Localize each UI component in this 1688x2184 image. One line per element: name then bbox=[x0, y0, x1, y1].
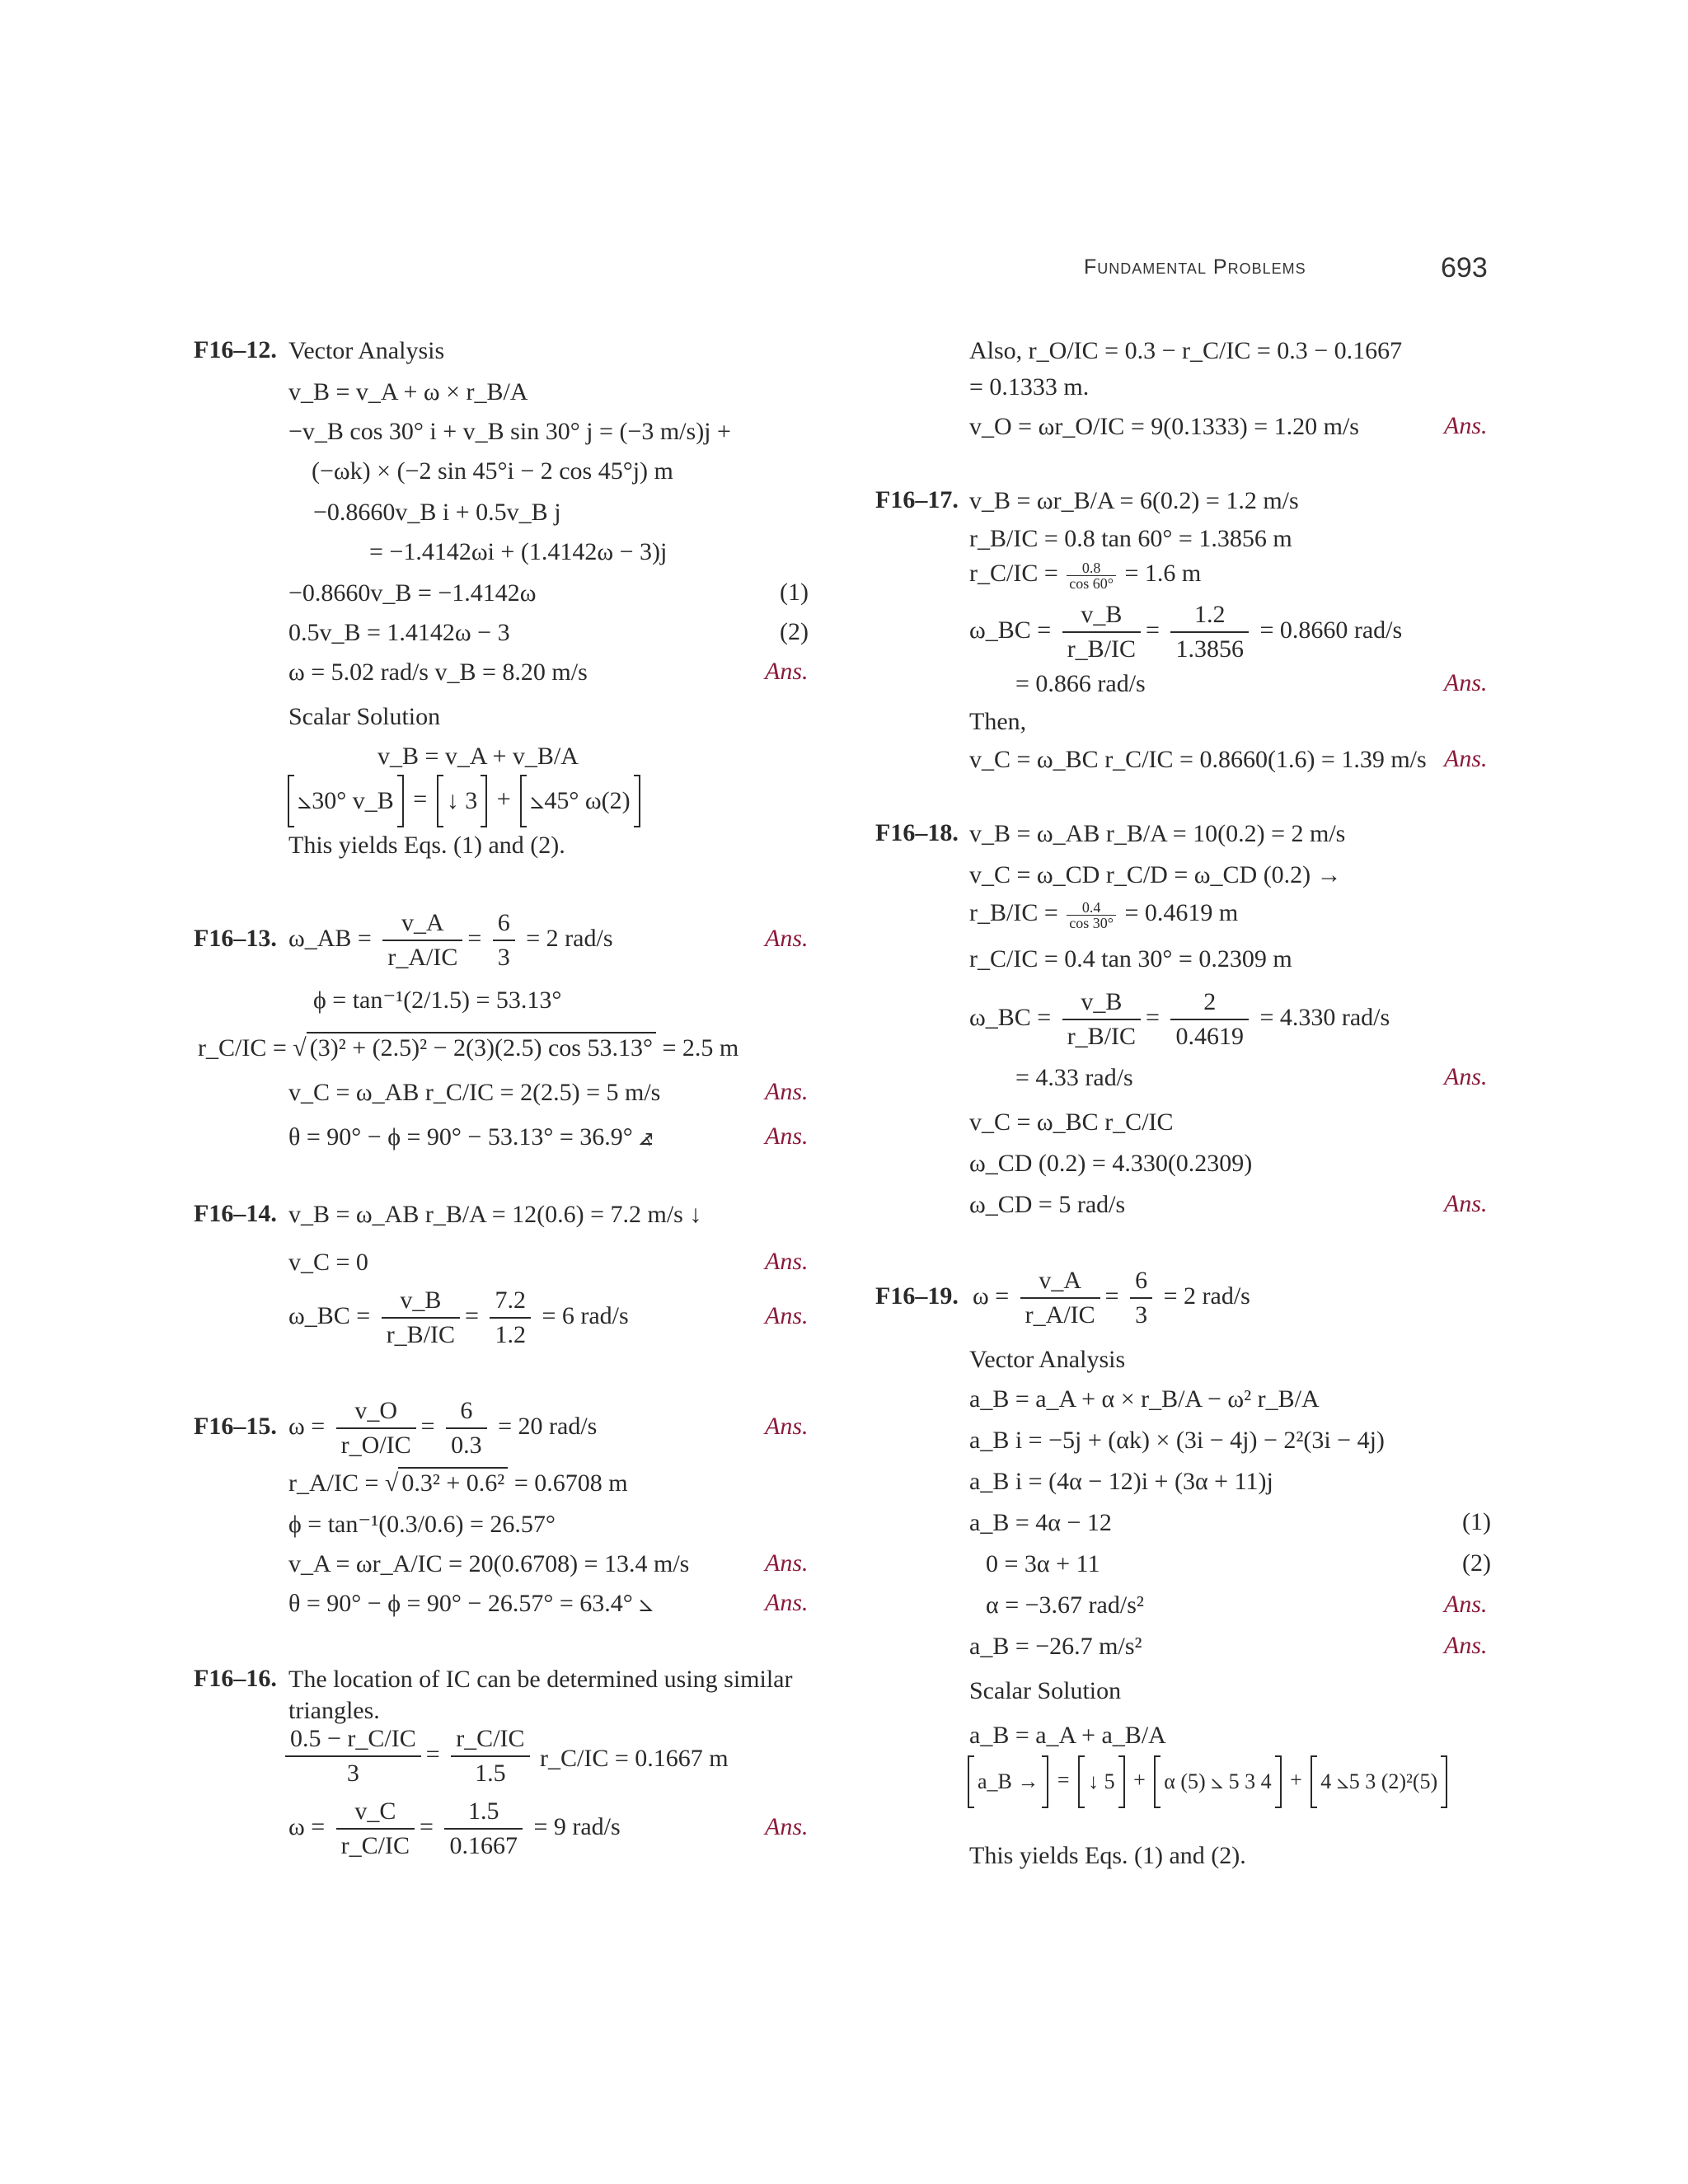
f16-prop1-num: 0.5 − r_C/IC bbox=[285, 1722, 421, 1757]
f17-frac-num: v_B bbox=[1062, 598, 1141, 633]
f14-frac-num: v_B bbox=[382, 1284, 460, 1319]
f17-rcic bbox=[969, 559, 1201, 591]
f15-raic: r_A/IC = √ 0.3² + 0.6² = 0.6708 m bbox=[288, 1467, 628, 1498]
problem-label-f16-17: F16–17. bbox=[875, 486, 959, 513]
f18-rbic-den: cos 30° bbox=[1069, 914, 1114, 931]
f15-ans-marker-3: Ans. bbox=[765, 1589, 809, 1616]
f13-omega-eq: ω_AB = $\frac{v\_A}{r\_A/IC}$ = $\frac{6}{3}$ = 2 rad/s bbox=[288, 907, 613, 974]
f17-then: Then, bbox=[969, 708, 1027, 735]
f19-ans-marker-1: Ans. bbox=[1444, 1591, 1488, 1618]
f15-frac2-num: 6 bbox=[446, 1394, 487, 1429]
f16-omega-lhs: ω = bbox=[288, 1812, 326, 1840]
f12-eq2: −v_B cos 30° i + v_B sin 30° j = (−3 m/s)j + bbox=[288, 418, 731, 445]
f18-omega-result: = 4.330 rad/s bbox=[1259, 1003, 1390, 1031]
f19-ans-marker-2: Ans. bbox=[1444, 1632, 1488, 1659]
f15-ans-marker-1: Ans. bbox=[765, 1413, 809, 1440]
f19-frac-num: v_A bbox=[1020, 1264, 1100, 1299]
f13-rcic-lhs: r_C/IC = bbox=[198, 1034, 287, 1062]
f12-heading: Vector Analysis bbox=[288, 337, 445, 364]
f15-phi: ϕ = tan⁻¹(0.3/0.6) = 26.57° bbox=[288, 1511, 556, 1538]
f16-prop2-den: 1.5 bbox=[475, 1760, 506, 1787]
f16-also-2: = 0.1333 m. bbox=[969, 373, 1090, 401]
f14-omega-eq: ω_BC = $\frac{v\_B}{r\_B/IC}$ = $\frac{7.2}{1.2}$ = 6 rad/s bbox=[288, 1284, 629, 1352]
problem-label-f16-14: F16–14. bbox=[194, 1200, 277, 1227]
f18-rbic-lhs: r_B/IC = bbox=[969, 899, 1058, 926]
f19-omega-result: = 2 rad/s bbox=[1163, 1282, 1250, 1310]
f18-vc2: v_C = ω_BC r_C/IC bbox=[969, 1108, 1174, 1136]
f18-wcd-1: ω_CD (0.2) = 4.330(0.2309) bbox=[969, 1150, 1253, 1177]
f16-ans-marker-1: Ans. bbox=[765, 1813, 809, 1840]
f19-eq1: a_B = a_A + α × r_B/A − ω² r_B/A bbox=[969, 1385, 1320, 1413]
f15-frac-num: v_O bbox=[336, 1394, 416, 1429]
f16-frac-den: r_C/IC bbox=[340, 1832, 410, 1859]
f16-frac2-num: 1.5 bbox=[444, 1795, 523, 1830]
f17-rcic-den: cos 60° bbox=[1069, 574, 1114, 592]
f15-frac-den: r_O/IC bbox=[340, 1432, 411, 1459]
f18-frac2-den: 0.4619 bbox=[1175, 1023, 1244, 1050]
f13-ans-marker-1: Ans. bbox=[765, 925, 809, 952]
f18-rbic-result: = 0.4619 m bbox=[1124, 899, 1239, 926]
f14-frac2-num: 7.2 bbox=[490, 1284, 531, 1319]
f16-omega-eq: ω = $\frac{v\_C}{r\_C/IC}$ = $\frac{1.5}{0.1667}$ = 9 rad/s bbox=[288, 1795, 621, 1863]
f13-rcic: r_C/IC = √ (3)² + (2.5)² − 2(3)(2.5) cos 53.13° = 2.5 m bbox=[198, 1032, 738, 1063]
f15-omega-lhs: ω = bbox=[288, 1412, 326, 1440]
f15-omega-result: = 20 rad/s bbox=[498, 1412, 598, 1440]
f13-phi: ϕ = tan⁻¹(2/1.5) = 53.13° bbox=[313, 987, 562, 1014]
f15-omega-eq: ω = $\frac{v\_O}{r\_O/IC}$ = $\frac{6}{0.3}$ = 20 rad/s bbox=[288, 1394, 597, 1462]
f16-proportion: $\frac{0.5 - r\_C/IC}{3}$ = $\frac{r\_C/IC}{1.5}$ bbox=[280, 1722, 535, 1790]
f15-raic-radicand: 0.3² + 0.6² bbox=[398, 1467, 508, 1498]
f13-omega-lhs: ω_AB = bbox=[288, 924, 372, 952]
f19-scalar-heading: Scalar Solution bbox=[969, 1677, 1122, 1704]
f16-frac-num: v_C bbox=[336, 1795, 415, 1830]
f19-eq5: 0 = 3α + 11 bbox=[986, 1550, 1100, 1577]
f19-eq7: a_B = −26.7 m/s² bbox=[969, 1633, 1142, 1660]
f15-ans-marker-2: Ans. bbox=[765, 1549, 809, 1577]
f18-frac-den: r_B/IC bbox=[1067, 1023, 1137, 1050]
f13-ans-marker-3: Ans. bbox=[765, 1122, 809, 1150]
f16-prop1-den: 3 bbox=[346, 1760, 359, 1787]
f12-eq6: −0.8660v_B = −1.4142ω bbox=[288, 579, 537, 607]
f16-vo: v_O = ωr_O/IC = 9(0.1333) = 1.20 m/s bbox=[969, 413, 1359, 440]
f14-frac-den: r_B/IC bbox=[386, 1321, 456, 1348]
f14-ans-marker-2: Ans. bbox=[765, 1302, 809, 1329]
f19-eq2: a_B i = −5j + (αk) × (3i − 4j) − 2²(3i − 4j) bbox=[969, 1427, 1385, 1454]
f12-yields: This yields Eqs. (1) and (2). bbox=[288, 832, 565, 859]
f17-rcic-lhs: r_C/IC = bbox=[969, 560, 1058, 587]
f12-eq3: (−ωk) × (−2 sin 45°i − 2 cos 45°j) m bbox=[312, 457, 673, 485]
f13-frac-num: v_A bbox=[382, 907, 462, 941]
f14-vc: v_C = 0 bbox=[288, 1249, 368, 1276]
f18-vb: v_B = ω_AB r_B/A = 10(0.2) = 2 m/s bbox=[969, 820, 1346, 847]
f12-eq5: = −1.4142ωi + (1.4142ω − 3)j bbox=[369, 538, 668, 565]
f16-frac2-den: 0.1667 bbox=[449, 1832, 518, 1859]
f13-rcic-result: = 2.5 m bbox=[662, 1034, 739, 1062]
f13-omega-result: = 2 rad/s bbox=[526, 924, 613, 952]
f19-bracket-eq: a_B → = ↓ 5 + α (5) ⦣ 5 3 4 + 4 ⦣5 3 (2)²(5) bbox=[964, 1755, 1451, 1808]
f16-text-2: triangles. bbox=[288, 1697, 380, 1724]
f18-omega-2: = 4.33 rad/s bbox=[1015, 1064, 1133, 1091]
f19-bracket-2: ↓ 5 bbox=[1078, 1755, 1125, 1808]
f15-raic-lhs: r_A/IC = bbox=[288, 1469, 379, 1497]
f15-raic-result: = 0.6708 m bbox=[513, 1469, 628, 1497]
f19-eq-number-2: (2) bbox=[1462, 1549, 1491, 1577]
f17-frac-den: r_B/IC bbox=[1067, 635, 1137, 663]
f16-rcic: r_C/IC = 0.1667 m bbox=[540, 1745, 729, 1772]
f18-frac2-num: 2 bbox=[1170, 986, 1249, 1020]
f12-eq8: ω = 5.02 rad/s v_B = 8.20 m/s bbox=[288, 658, 588, 686]
f19-eq3: a_B i = (4α − 12)i + (3α + 11)j bbox=[969, 1468, 1273, 1495]
f13-vc: v_C = ω_AB r_C/IC = 2(2.5) = 5 m/s bbox=[288, 1079, 661, 1106]
f15-theta: θ = 90° − ϕ = 90° − 26.57° = 63.4° ⦣ bbox=[288, 1590, 654, 1617]
problem-label-f16-19: F16–19. bbox=[875, 1282, 959, 1310]
f17-rbic: r_B/IC = 0.8 tan 60° = 1.3856 m bbox=[969, 525, 1292, 552]
f12-bracket-2: ↓ 3 bbox=[437, 775, 488, 827]
f12-scalar-heading: Scalar Solution bbox=[288, 703, 441, 730]
f19-eq4: a_B = 4α − 12 bbox=[969, 1509, 1112, 1536]
f12-eq7: 0.5v_B = 1.4142ω − 3 bbox=[288, 619, 510, 646]
f19-frac2-num: 6 bbox=[1130, 1264, 1152, 1299]
f19-omega-lhs: ω = bbox=[973, 1282, 1010, 1310]
f14-omega-lhs: ω_BC = bbox=[288, 1301, 371, 1329]
f18-ans-marker-1: Ans. bbox=[1444, 1063, 1488, 1090]
f14-frac2-den: 1.2 bbox=[495, 1321, 526, 1348]
f19-bracket-1: a_B → bbox=[968, 1755, 1048, 1808]
f18-frac-num: v_B bbox=[1062, 986, 1141, 1020]
f13-frac2-num: 6 bbox=[493, 907, 515, 941]
f19-heading: Vector Analysis bbox=[969, 1346, 1126, 1373]
f13-frac2-den: 3 bbox=[497, 944, 510, 971]
f12-eq4: −0.8660v_B i + 0.5v_B j bbox=[313, 499, 561, 526]
f16-text-1: The location of IC can be determined using similar bbox=[288, 1666, 793, 1693]
f19-bracket-3: α (5) ⦣ 5 3 4 bbox=[1154, 1755, 1281, 1808]
page-number: 693 bbox=[1441, 252, 1488, 284]
f16-also-1: Also, r_O/IC = 0.3 − r_C/IC = 0.3 − 0.1667 bbox=[969, 337, 1403, 364]
f19-frac-den: r_A/IC bbox=[1025, 1301, 1095, 1329]
f12-bracket-eq: ⦣30° v_B = ↓ 3 + ⦣45° ω(2) bbox=[284, 775, 644, 827]
f13-rcic-radicand: (3)² + (2.5)² − 2(3)(2.5) cos 53.13° bbox=[307, 1032, 656, 1063]
f17-vc: v_C = ω_BC r_C/IC = 0.8660(1.6) = 1.39 m/s bbox=[969, 746, 1427, 773]
f17-frac2-den: 1.3856 bbox=[1175, 635, 1244, 663]
f12-eq-number-2: (2) bbox=[780, 618, 809, 645]
f19-frac2-den: 3 bbox=[1135, 1301, 1148, 1329]
f14-omega-result: = 6 rad/s bbox=[542, 1301, 629, 1329]
f17-vb: v_B = ωr_B/A = 6(0.2) = 1.2 m/s bbox=[969, 487, 1299, 514]
problem-label-f16-18: F16–18. bbox=[875, 819, 959, 846]
f19-eq6: α = −3.67 rad/s² bbox=[986, 1591, 1144, 1619]
f19-eq-number-1: (1) bbox=[1462, 1508, 1491, 1535]
f14-vb: v_B = ω_AB r_B/A = 12(0.6) = 7.2 m/s ↓ bbox=[288, 1201, 702, 1228]
f17-omega-result: = 0.8660 rad/s bbox=[1259, 616, 1403, 644]
f19-omega-eq: ω = $\frac{v\_A}{r\_A/IC}$ = $\frac{6}{3}$ = 2 rad/s bbox=[973, 1264, 1250, 1332]
f18-omega-eq: ω_BC = $\frac{v\_B}{r\_B/IC}$ = $\frac{2}{0.4619}$ = 4.330 rad/s bbox=[969, 986, 1390, 1053]
problem-label-f16-13: F16–13. bbox=[194, 925, 277, 952]
f14-ans-marker-1: Ans. bbox=[765, 1248, 809, 1275]
f18-wcd-2: ω_CD = 5 rad/s bbox=[969, 1191, 1126, 1218]
f18-rbic-num: 0.4 bbox=[1067, 900, 1116, 916]
f15-va: v_A = ωr_A/IC = 20(0.6708) = 13.4 m/s bbox=[288, 1550, 690, 1577]
f17-ans-marker-2: Ans. bbox=[1444, 745, 1488, 772]
f18-ans-marker-2: Ans. bbox=[1444, 1190, 1488, 1217]
f18-vc: v_C = ω_CD r_C/D = ω_CD (0.2) → bbox=[969, 861, 1342, 888]
f19-eq8: a_B = a_A + a_B/A bbox=[969, 1722, 1166, 1749]
f18-rbic bbox=[969, 898, 1238, 930]
f17-omega-eq: ω_BC = $\frac{v\_B}{r\_B/IC}$ = $\frac{1.2}{1.3856}$ = 0.8660 rad/s bbox=[969, 598, 1402, 666]
f18-rcic: r_C/IC = 0.4 tan 30° = 0.2309 m bbox=[969, 945, 1292, 972]
running-header: Fundamental Problems bbox=[1084, 255, 1306, 279]
f19-yields: This yields Eqs. (1) and (2). bbox=[969, 1842, 1246, 1869]
f19-bracket-4: 4 ⦣5 3 (2)²(5) bbox=[1311, 1755, 1447, 1808]
f17-omega-lhs: ω_BC = bbox=[969, 616, 1052, 644]
f12-eq1: v_B = v_A + ω × r_B/A bbox=[288, 378, 528, 405]
f13-theta: θ = 90° − ϕ = 90° − 53.13° = 36.9° ⦨ bbox=[288, 1123, 654, 1151]
f12-bracket-1: ⦣30° v_B bbox=[288, 775, 404, 827]
f12-ans-marker: Ans. bbox=[765, 658, 809, 685]
f17-ans-marker-1: Ans. bbox=[1444, 669, 1488, 696]
f17-omega-2: = 0.866 rad/s bbox=[1015, 670, 1146, 697]
f13-ans-marker-2: Ans. bbox=[765, 1078, 809, 1105]
problem-label-f16-16: F16–16. bbox=[194, 1665, 277, 1692]
f17-frac2-num: 1.2 bbox=[1170, 598, 1249, 633]
f17-rcic-num: 0.8 bbox=[1067, 560, 1116, 576]
f16-prop2-num: r_C/IC bbox=[451, 1722, 529, 1757]
f16-omega-result: = 9 rad/s bbox=[533, 1812, 621, 1840]
f13-frac-den: r_A/IC bbox=[387, 944, 458, 971]
problem-label-f16-12: F16–12. bbox=[194, 336, 277, 363]
f12-eq-number-1: (1) bbox=[780, 579, 809, 606]
f17-rcic-result: = 1.6 m bbox=[1124, 560, 1202, 587]
f12-eq9: v_B = v_A + v_B/A bbox=[377, 743, 579, 770]
f12-bracket-3: ⦣45° ω(2) bbox=[520, 775, 640, 827]
f16-ans-marker-2: Ans. bbox=[1444, 412, 1488, 439]
f18-omega-lhs: ω_BC = bbox=[969, 1003, 1052, 1031]
f15-frac2-den: 0.3 bbox=[451, 1432, 482, 1459]
problem-label-f16-15: F16–15. bbox=[194, 1413, 277, 1440]
